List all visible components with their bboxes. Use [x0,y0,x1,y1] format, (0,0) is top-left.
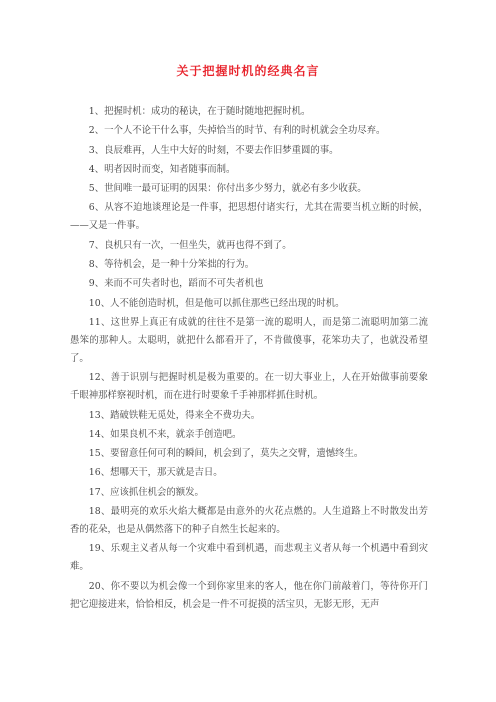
quote-item: 12、善于识别与把握时机是极为重要的。在一切大事业上，人在开始做事前要象千眼神那样察视时机，而在进行时要象千手神那样抓住时机。 [70,372,428,402]
quote-item: 3、良辰难再，人生中大好的时刻，不要去作旧梦重圆的事。 [88,144,339,156]
quote-item: 7、良机只有一次，一但坐失，就再也得不到了。 [88,239,292,251]
quote-item: 15、要留意任何可利的瞬间，机会到了，莫失之交臂，遗憾终生。 [88,448,364,460]
quote-item: 5、世间唯一最可证明的因果：你付出多少努力，就必有多少收获。 [88,183,367,195]
quote-item: 11、这世界上真正有成就的往往不是第一流的聪明人，而是第二流聪明加第二流愚笨的那种人。太聪明，就把什么都看开了，不肯做傻事，花笨功夫了，也就没希望了。 [70,316,428,364]
quote-item: 4、明者因时而变，知者随事而制。 [88,163,236,175]
quote-item: 19、乐观主义者从每一个灾难中看到机遇，而悲观主义者从每一个机遇中看到灾难。 [70,543,428,573]
quote-item: 17、应该抓住机会的额发。 [88,486,204,498]
quote-item: 16、想哪天干，那天就是吉日。 [88,467,223,479]
quote-list [70,103,428,615]
quote-item: 9、来而不可失者时也，蹈而不可失者机也 [88,278,264,290]
quote-item: 14、如果良机不来，就亲手创造吧。 [88,428,242,440]
quote-item: 18、最明亮的欢乐火焰大概都是由意外的火花点燃的。人生道路上不时散发出芳香的花朵，也是从偶然落下的种子自然生长起来的。 [70,506,428,536]
quote-item: 2、一个人不论干什么事，失掉恰当的时节、有利的时机就会全功尽弃。 [88,125,386,137]
quote-item: 10、人不能创造时机，但是他可以抓住那些已经出现的时机。 [88,297,345,309]
quote-item: 13、踏破铁鞋无觅处，得来全不费功夫。 [88,409,261,421]
quote-item: 8、等待机会，是一种十分笨拙的行为。 [88,259,255,271]
quote-item: 6、从容不迫地谈理论是一件事，把思想付诸实行，尤其在需要当机立断的时候，——又是一件事。 [70,202,428,232]
quote-item: 20、你不要以为机会像一个到你家里来的客人，他在你门前敲着门，等待你开门把它迎接进来，恰恰相反，机会是一件不可捉摸的活宝贝，无影无形，无声 [70,580,428,610]
document-title: 关于把握时机的经典名言 [176,64,320,78]
quote-item: 1、把握时机：成功的秘诀，在于随时随地把握时机。 [88,106,311,117]
